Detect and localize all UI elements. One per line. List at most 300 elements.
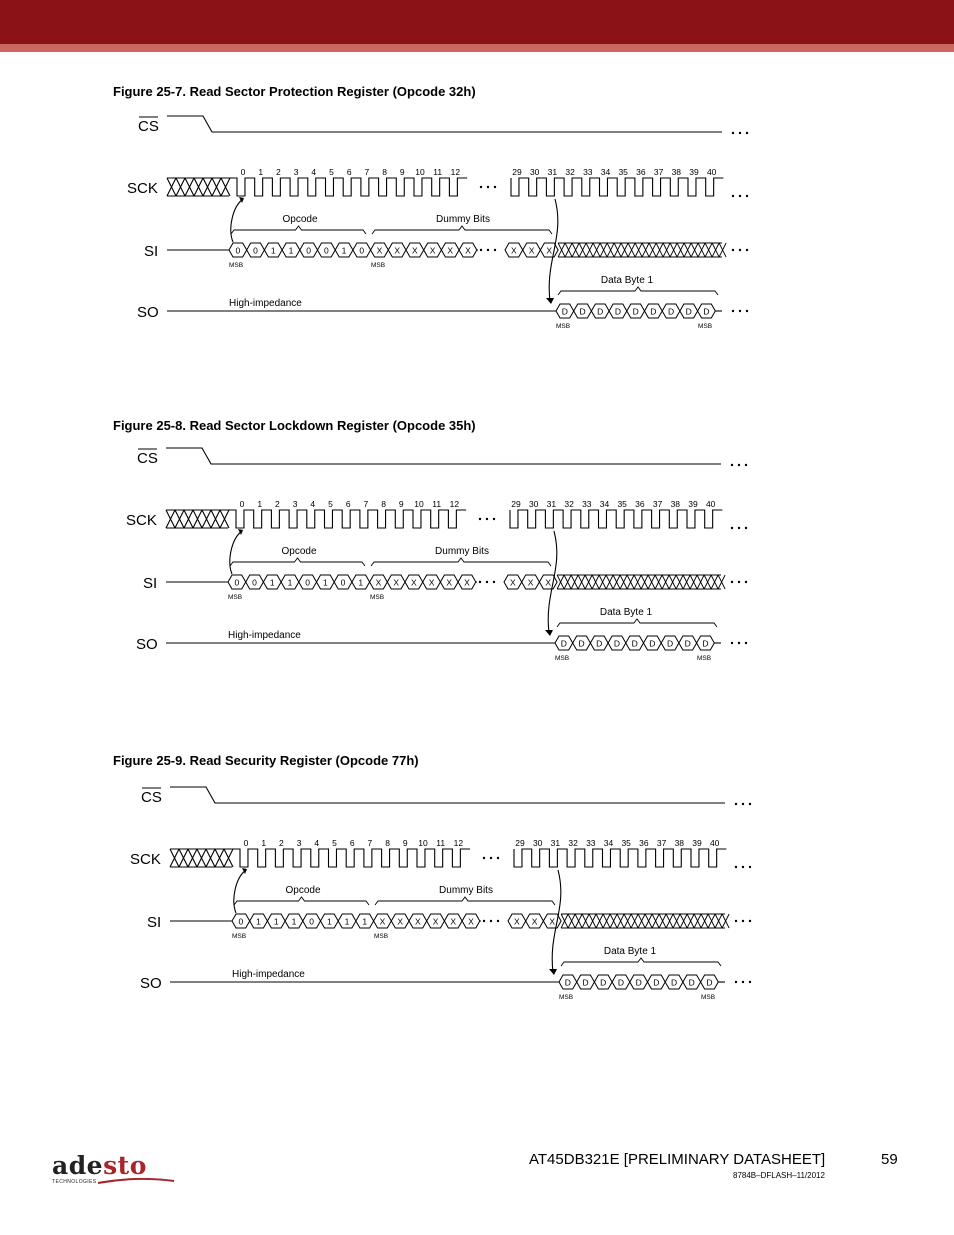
cs-continuation-dots: [742, 803, 744, 805]
si-continuation-dots: [749, 920, 751, 922]
si-bit-value: 0: [309, 916, 315, 927]
clock-number: 11: [436, 838, 446, 848]
so-bit-value: D: [650, 306, 657, 317]
sck-signal-label: SCK: [127, 180, 158, 197]
si-continuation-dots: [742, 920, 744, 922]
si-signal-label: SI: [147, 914, 162, 931]
si-bit-value: X: [446, 577, 453, 588]
si-dont-care-crosshatch: [683, 575, 690, 589]
sck-idle-crosshatch: [212, 178, 221, 196]
so-bit-value: D: [596, 638, 603, 649]
so-bit-value: D: [649, 638, 656, 649]
clock-number: 32: [565, 167, 575, 177]
so-first-msb-label: MSB: [559, 994, 574, 1001]
si-opcode-msb-label: MSB: [229, 262, 244, 269]
si-bit-value: X: [531, 916, 538, 927]
clock-number: 30: [529, 167, 540, 177]
sck-idle-crosshatch: [224, 849, 233, 867]
si-bit-value: X: [376, 245, 383, 256]
sck-clock-pulses-first: [229, 178, 467, 196]
so-continuation-dots: [731, 642, 733, 644]
cs-continuation-dots: [749, 803, 751, 805]
si-bit-value: 0: [323, 245, 329, 256]
data-byte-label: Data Byte 1: [600, 275, 654, 286]
dummy-bits-label: Dummy Bits: [436, 214, 490, 225]
clock-number: 36: [636, 167, 646, 177]
clock-number: 1: [261, 838, 267, 848]
si-bit-value: X: [549, 916, 556, 927]
si-dont-care-crosshatch: [705, 243, 712, 257]
si-bit-value: X: [432, 916, 439, 927]
si-bit-value: 0: [305, 577, 311, 588]
si-dont-care-crosshatch: [620, 575, 627, 589]
so-bit-value: D: [684, 638, 691, 649]
si-dont-care-crosshatch: [564, 575, 571, 589]
so-high-impedance-label: High-impedance: [228, 630, 301, 641]
si-dummy-msb-label: MSB: [374, 933, 389, 940]
so-bit-value: D: [560, 638, 567, 649]
si-dont-care-crosshatch: [708, 914, 715, 928]
clock-0-arrow: [230, 531, 242, 574]
clock-number: 30: [528, 499, 539, 509]
sck-gap-dots: [497, 857, 499, 859]
cs-signal-label: CS: [138, 118, 159, 135]
si-dont-care-crosshatch: [606, 575, 613, 589]
si-gap-dots: [479, 581, 481, 583]
si-continuation-dots: [732, 249, 734, 251]
si-bit-value: X: [465, 245, 471, 256]
dummy-bits-label: Dummy Bits: [435, 546, 489, 557]
clock-number: 39: [689, 167, 699, 177]
sck-continuation-dots: [738, 527, 740, 529]
clock-number: 3: [292, 499, 298, 509]
sck-clock-pulses-first: [232, 849, 470, 867]
si-continuation-dots: [746, 249, 748, 251]
clock-number: 12: [449, 499, 460, 509]
clock-31-arrowhead: [546, 298, 554, 304]
si-dont-care-crosshatch: [585, 575, 592, 589]
si-bit-value: 1: [291, 916, 297, 927]
si-dont-care-crosshatch: [676, 575, 683, 589]
si-dont-care-crosshatch: [649, 243, 656, 257]
sck-clock-pulses-second: [511, 178, 723, 196]
si-dont-care-crosshatch: [715, 914, 722, 928]
si-bit-value: X: [447, 245, 454, 256]
dummy-bits-brace: [372, 226, 552, 234]
clock-number: 37: [652, 499, 663, 509]
si-dont-care-crosshatch: [722, 914, 729, 928]
so-bit-value: D: [702, 638, 709, 649]
si-bit-value: X: [528, 245, 535, 256]
opcode-brace: [231, 226, 366, 234]
clock-number: 11: [432, 499, 442, 509]
clock-number: 37: [656, 838, 667, 848]
sck-continuation-dots: [732, 195, 734, 197]
clock-number: 31: [547, 167, 558, 177]
so-continuation-dots: [738, 642, 740, 644]
si-dont-care-crosshatch: [565, 243, 572, 257]
clock-number: 12: [453, 838, 464, 848]
clock-number: 8: [385, 838, 390, 848]
cs-signal-label: CS: [141, 789, 162, 806]
si-dont-care-crosshatch: [645, 914, 652, 928]
si-dont-care-crosshatch: [670, 243, 677, 257]
si-dont-care-crosshatch: [641, 575, 648, 589]
clock-number: 5: [329, 167, 334, 177]
so-bit-value: D: [635, 977, 642, 988]
si-bit-value: 1: [273, 916, 279, 927]
si-bit-value: X: [428, 577, 435, 588]
data-byte-label: Data Byte 1: [599, 607, 653, 618]
clock-number: 4: [310, 499, 316, 509]
clock-number: 10: [414, 499, 424, 509]
figure-25-9-caption: Figure 25-9. Read Security Register (Opcode 77h): [113, 753, 419, 768]
sck-idle-crosshatch: [184, 510, 193, 528]
clock-number: 36: [639, 838, 649, 848]
si-bit-value: 1: [269, 577, 275, 588]
figure-25-7-caption: Figure 25-7. Read Sector Protection Register (Opcode 32h): [113, 84, 476, 99]
data-byte-brace: [558, 287, 718, 295]
si-dont-care-crosshatch: [578, 575, 585, 589]
figure-25-9-timing-diagram: [0, 779, 954, 1009]
so-bit-value: D: [632, 306, 639, 317]
clock-number: 39: [692, 838, 702, 848]
sck-idle-crosshatch: [202, 510, 211, 528]
si-dont-care-crosshatch: [568, 914, 575, 928]
si-bit-value: X: [468, 916, 474, 927]
si-dont-care-crosshatch: [603, 914, 610, 928]
cs-waveform: [166, 448, 721, 464]
so-bit-value: D: [597, 306, 604, 317]
si-dont-care-crosshatch: [655, 575, 662, 589]
sck-continuation-dots: [739, 195, 741, 197]
si-continuation-dots: [735, 920, 737, 922]
figure-25-7-timing-diagram: [0, 108, 954, 338]
so-bit-value: D: [579, 306, 586, 317]
so-bit-value: D: [703, 306, 710, 317]
si-dont-care-crosshatch: [624, 914, 631, 928]
si-dont-care-crosshatch: [561, 914, 568, 928]
si-bit-value: 0: [340, 577, 346, 588]
clock-number: 38: [670, 499, 681, 509]
so-continuation-dots: [735, 981, 737, 983]
clock-number: 33: [583, 167, 593, 177]
clock-number: 34: [599, 499, 610, 509]
si-dont-care-crosshatch: [719, 243, 726, 257]
si-dont-care-crosshatch: [613, 575, 620, 589]
so-bit-value: D: [666, 638, 674, 649]
si-bit-value: 1: [326, 916, 332, 927]
si-gap-dots: [494, 249, 496, 251]
si-continuation-dots: [738, 581, 740, 583]
clock-number: 5: [332, 838, 337, 848]
si-bit-value: X: [545, 577, 552, 588]
si-dont-care-crosshatch: [572, 243, 579, 257]
sck-idle-crosshatch: [197, 849, 206, 867]
si-bit-value: 0: [252, 577, 257, 588]
clock-number: 0: [243, 838, 249, 848]
so-second-msb-label: MSB: [697, 655, 712, 662]
sck-continuation-dots: [749, 866, 751, 868]
footer-document-code: 8784B–DFLASH–11/2012: [733, 1171, 825, 1180]
clock-number: 30: [532, 838, 543, 848]
header-stripe: [0, 44, 954, 52]
sck-idle-crosshatch: [166, 510, 175, 528]
clock-number: 34: [600, 167, 611, 177]
so-bit-value: D: [582, 977, 589, 988]
si-opcode-msb-label: MSB: [232, 933, 247, 940]
so-bit-value: D: [685, 306, 692, 317]
clock-number: 9: [402, 838, 408, 848]
so-signal-label: SO: [137, 304, 159, 321]
si-bit-value: X: [429, 245, 436, 256]
si-bit-value: X: [375, 577, 382, 588]
si-dont-care-crosshatch: [586, 243, 593, 257]
si-dont-care-crosshatch: [642, 243, 649, 257]
si-dont-care-crosshatch: [607, 243, 614, 257]
si-dont-care-crosshatch: [718, 575, 725, 589]
si-dont-care-crosshatch: [669, 575, 676, 589]
sck-idle-crosshatch: [176, 178, 185, 196]
opcode-brace: [230, 558, 365, 566]
sck-continuation-dots: [745, 527, 747, 529]
si-dont-care-crosshatch: [614, 243, 621, 257]
si-dont-care-crosshatch: [558, 243, 565, 257]
si-bit-value: 1: [344, 916, 350, 927]
si-bit-value: X: [394, 245, 400, 256]
si-dont-care-crosshatch: [589, 914, 596, 928]
si-dont-care-crosshatch: [582, 914, 589, 928]
data-byte-label: Data Byte 1: [603, 946, 657, 957]
sck-continuation-dots: [735, 866, 737, 868]
sck-clock-pulses-first: [228, 510, 466, 528]
dummy-bits-label: Dummy Bits: [439, 885, 493, 896]
clock-number: 11: [433, 167, 443, 177]
sck-idle-crosshatch: [167, 178, 176, 196]
clock-number: 35: [621, 838, 631, 848]
si-bit-value: 0: [238, 916, 244, 927]
sck-idle-crosshatch: [221, 178, 230, 196]
clock-number: 5: [328, 499, 333, 509]
si-bit-value: 1: [256, 916, 261, 927]
si-opcode-msb-label: MSB: [228, 594, 243, 601]
clock-number: 2: [275, 499, 280, 509]
si-signal-label: SI: [143, 575, 158, 592]
sck-idle-crosshatch: [194, 178, 203, 196]
si-bit-value: X: [511, 245, 517, 256]
sck-gap-dots: [483, 857, 485, 859]
clock-number: 10: [418, 838, 428, 848]
si-dont-care-crosshatch: [621, 243, 628, 257]
clock-number: 6: [349, 838, 355, 848]
si-bit-value: X: [379, 916, 386, 927]
figure-25-8-caption: Figure 25-8. Read Sector Lockdown Register (Opcode 35h): [113, 418, 476, 433]
cs-continuation-dots: [738, 464, 740, 466]
clock-number: 32: [564, 499, 574, 509]
si-bit-value: 0: [234, 577, 240, 588]
data-byte-brace: [557, 619, 717, 627]
si-bit-value: 0: [306, 245, 312, 256]
si-bit-value: 1: [341, 245, 347, 256]
so-continuation-dots: [749, 981, 751, 983]
opcode-label: Opcode: [281, 546, 317, 557]
logo-swoosh-icon: [96, 1178, 176, 1186]
clock-number: 2: [276, 167, 281, 177]
sck-idle-crosshatch: [193, 510, 202, 528]
si-dont-care-crosshatch: [596, 914, 603, 928]
si-dont-care-crosshatch: [634, 575, 641, 589]
clock-number: 29: [511, 499, 521, 509]
si-dont-care-crosshatch: [680, 914, 687, 928]
clock-number: 3: [296, 838, 302, 848]
dummy-bits-brace: [371, 558, 551, 566]
si-dont-care-crosshatch: [663, 243, 670, 257]
sck-idle-crosshatch: [203, 178, 212, 196]
si-bit-value: X: [527, 577, 534, 588]
si-dummy-msb-label: MSB: [371, 262, 386, 269]
sck-idle-crosshatch: [215, 849, 224, 867]
adesto-logo: adesto TECHNOLOGIES: [52, 1153, 147, 1185]
si-dont-care-crosshatch: [677, 243, 684, 257]
clock-number: 0: [240, 167, 246, 177]
opcode-brace: [234, 897, 369, 905]
sck-gap-dots: [486, 518, 488, 520]
clock-0-arrow: [234, 870, 246, 913]
sck-idle-crosshatch: [185, 178, 194, 196]
si-dont-care-crosshatch: [610, 914, 617, 928]
so-continuation-dots: [746, 310, 748, 312]
si-dont-care-crosshatch: [684, 243, 691, 257]
si-signal-label: SI: [144, 243, 159, 260]
so-continuation-dots: [732, 310, 734, 312]
sck-gap-dots: [490, 857, 492, 859]
header-bar: [0, 0, 954, 44]
sck-continuation-dots: [742, 866, 744, 868]
si-bit-value: 1: [270, 245, 276, 256]
footer-page-number: 59: [881, 1151, 898, 1168]
si-gap-dots: [497, 920, 499, 922]
so-bit-value: D: [600, 977, 607, 988]
opcode-label: Opcode: [282, 214, 318, 225]
clock-number: 29: [512, 167, 522, 177]
clock-number: 40: [705, 499, 716, 509]
so-bit-value: D: [614, 306, 622, 317]
si-dont-care-crosshatch: [711, 575, 718, 589]
si-bit-value: 0: [253, 245, 258, 256]
clock-number: 35: [617, 499, 627, 509]
so-bit-value: D: [617, 977, 625, 988]
si-bit-value: 1: [322, 577, 328, 588]
si-dont-care-crosshatch: [666, 914, 673, 928]
si-bit-value: X: [464, 577, 470, 588]
clock-number: 6: [345, 499, 351, 509]
si-dont-care-crosshatch: [659, 914, 666, 928]
cs-waveform: [170, 787, 725, 803]
sck-idle-crosshatch: [206, 849, 215, 867]
clock-number: 34: [603, 838, 614, 848]
clock-number: 39: [688, 499, 698, 509]
sck-idle-crosshatch: [179, 849, 188, 867]
clock-number: 7: [363, 499, 369, 509]
si-dont-care-crosshatch: [617, 914, 624, 928]
clock-number: 7: [364, 167, 370, 177]
figure-25-8-timing-diagram: [0, 440, 954, 670]
clock-number: 33: [582, 499, 592, 509]
si-dont-care-crosshatch: [673, 914, 680, 928]
sck-idle-crosshatch: [220, 510, 229, 528]
clock-number: 29: [515, 838, 525, 848]
clock-number: 1: [258, 167, 264, 177]
si-dont-care-crosshatch: [592, 575, 599, 589]
clock-number: 37: [653, 167, 664, 177]
so-second-msb-label: MSB: [701, 994, 716, 1001]
si-bit-value: 0: [235, 245, 241, 256]
so-continuation-dots: [745, 642, 747, 644]
si-continuation-dots: [739, 249, 741, 251]
sck-idle-crosshatch: [188, 849, 197, 867]
cs-continuation-dots: [739, 132, 741, 134]
sck-gap-dots: [493, 518, 495, 520]
clock-31-arrowhead: [545, 630, 553, 636]
so-signal-label: SO: [136, 636, 158, 653]
si-continuation-dots: [731, 581, 733, 583]
sck-continuation-dots: [731, 527, 733, 529]
clock-number: 6: [346, 167, 352, 177]
si-bit-value: 1: [358, 577, 364, 588]
clock-number: 8: [382, 167, 387, 177]
si-bit-value: X: [412, 245, 418, 256]
clock-number: 0: [239, 499, 245, 509]
sck-clock-pulses-second: [510, 510, 722, 528]
sck-continuation-dots: [746, 195, 748, 197]
si-bit-value: X: [415, 916, 421, 927]
so-bit-value: D: [670, 977, 678, 988]
si-bit-value: X: [510, 577, 516, 588]
si-bit-value: X: [393, 577, 399, 588]
si-bit-value: X: [546, 245, 553, 256]
si-dont-care-crosshatch: [712, 243, 719, 257]
so-high-impedance-label: High-impedance: [229, 298, 302, 309]
so-bit-value: D: [564, 977, 571, 988]
si-dont-care-crosshatch: [691, 243, 698, 257]
si-dont-care-crosshatch: [575, 914, 582, 928]
clock-number: 40: [709, 838, 720, 848]
si-dont-care-crosshatch: [687, 914, 694, 928]
si-dont-care-crosshatch: [662, 575, 669, 589]
so-bit-value: D: [688, 977, 695, 988]
so-bit-value: D: [667, 306, 675, 317]
clock-number: 35: [618, 167, 628, 177]
clock-number: 12: [450, 167, 461, 177]
clock-number: 7: [367, 838, 373, 848]
so-second-msb-label: MSB: [698, 323, 713, 330]
clock-number: 32: [568, 838, 578, 848]
si-gap-dots: [483, 920, 485, 922]
si-dont-care-crosshatch: [557, 575, 564, 589]
clock-number: 4: [314, 838, 320, 848]
si-dont-care-crosshatch: [652, 914, 659, 928]
si-bit-value: 1: [287, 577, 293, 588]
si-dont-care-crosshatch: [631, 914, 638, 928]
si-bit-value: X: [514, 916, 520, 927]
si-bit-value: 1: [288, 245, 294, 256]
si-dont-care-crosshatch: [701, 914, 708, 928]
so-continuation-dots: [739, 310, 741, 312]
sck-clock-pulses-second: [514, 849, 726, 867]
si-dont-care-crosshatch: [628, 243, 635, 257]
cs-continuation-dots: [745, 464, 747, 466]
sck-gap-dots: [479, 518, 481, 520]
